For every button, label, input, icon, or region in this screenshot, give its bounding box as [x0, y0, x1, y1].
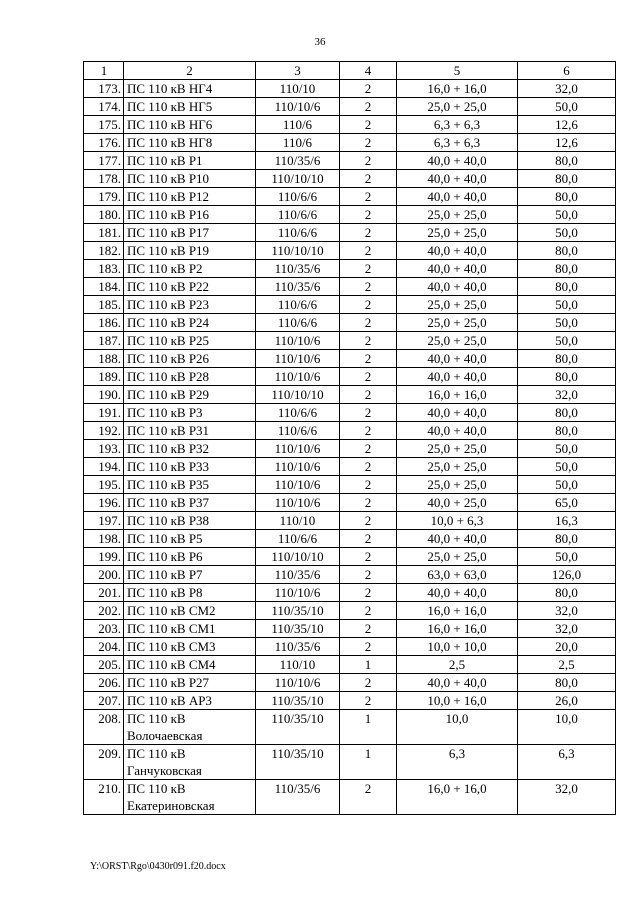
voltage-cell: 110/10/6 — [256, 674, 340, 692]
row-number-cell: 204. — [84, 638, 124, 656]
row-number-cell: 188. — [84, 350, 124, 368]
total-capacity-cell: 80,0 — [518, 170, 616, 188]
table-row — [84, 260, 616, 278]
voltage-cell: 110/6/6 — [256, 404, 340, 422]
capacity-cell: 10,0 + 16,0 — [397, 692, 518, 710]
table-row — [84, 116, 616, 134]
table-row — [84, 98, 616, 116]
substation-name-cell: ПС 110 кВ СМ4 — [124, 656, 256, 674]
transformer-count-cell: 1 — [340, 656, 397, 674]
substation-name-cell: ПС 110 кВ Р1 — [124, 152, 256, 170]
total-capacity-cell: 32,0 — [518, 780, 616, 815]
table-row — [84, 206, 616, 224]
row-number-cell: 185. — [84, 296, 124, 314]
capacity-cell: 40,0 + 40,0 — [397, 188, 518, 206]
transformer-count-cell: 2 — [340, 692, 397, 710]
voltage-cell: 110/35/10 — [256, 745, 340, 780]
table-row — [84, 512, 616, 530]
voltage-cell: 110/10/10 — [256, 386, 340, 404]
voltage-cell: 110/10 — [256, 512, 340, 530]
table-row — [84, 458, 616, 476]
row-number-cell: 192. — [84, 422, 124, 440]
transformer-count-cell: 2 — [340, 332, 397, 350]
capacity-cell: 40,0 + 40,0 — [397, 530, 518, 548]
row-number-cell: 207. — [84, 692, 124, 710]
row-number-cell: 200. — [84, 566, 124, 584]
transformer-count-cell: 2 — [340, 548, 397, 566]
transformer-count-cell: 2 — [340, 314, 397, 332]
total-capacity-cell: 2,5 — [518, 656, 616, 674]
row-number-cell: 183. — [84, 260, 124, 278]
substation-name-cell: ПС 110 кВ НГ8 — [124, 134, 256, 152]
substation-name-cell: ПС 110 кВ НГ4 — [124, 80, 256, 98]
voltage-cell: 110/35/6 — [256, 780, 340, 815]
row-number-cell: 205. — [84, 656, 124, 674]
table-row — [84, 566, 616, 584]
substation-name-cell: ПС 110 кВ Р35 — [124, 476, 256, 494]
total-capacity-cell: 80,0 — [518, 278, 616, 296]
row-number-cell: 173. — [84, 80, 124, 98]
voltage-cell: 110/6/6 — [256, 224, 340, 242]
row-number-cell: 189. — [84, 368, 124, 386]
table-row — [84, 386, 616, 404]
substation-name-cell: ПС 110 кВ Р32 — [124, 440, 256, 458]
capacity-cell: 16,0 + 16,0 — [397, 780, 518, 815]
total-capacity-cell: 32,0 — [518, 602, 616, 620]
capacity-cell: 25,0 + 25,0 — [397, 314, 518, 332]
total-capacity-cell: 50,0 — [518, 458, 616, 476]
total-capacity-cell: 80,0 — [518, 242, 616, 260]
transformer-count-cell: 2 — [340, 152, 397, 170]
capacity-cell: 25,0 + 25,0 — [397, 440, 518, 458]
transformer-count-cell: 2 — [340, 170, 397, 188]
voltage-cell: 110/10 — [256, 80, 340, 98]
capacity-cell: 16,0 + 16,0 — [397, 620, 518, 638]
transformer-count-cell: 2 — [340, 206, 397, 224]
table-row — [84, 494, 616, 512]
total-capacity-cell: 65,0 — [518, 494, 616, 512]
voltage-cell: 110/35/6 — [256, 278, 340, 296]
transformer-count-cell: 2 — [340, 780, 397, 815]
row-number-cell: 177. — [84, 152, 124, 170]
capacity-cell: 40,0 + 40,0 — [397, 422, 518, 440]
substation-name-cell: ПС 110 кВ Р17 — [124, 224, 256, 242]
substation-name-cell: ПС 110 кВ Р24 — [124, 314, 256, 332]
capacity-cell: 10,0 + 6,3 — [397, 512, 518, 530]
transformer-count-cell: 2 — [340, 296, 397, 314]
substation-name-cell: ПС 110 кВ СМ3 — [124, 638, 256, 656]
row-number-cell: 209. — [84, 745, 124, 780]
substation-name-cell: ПС 110 кВ Р25 — [124, 332, 256, 350]
total-capacity-cell: 80,0 — [518, 152, 616, 170]
voltage-cell: 110/6/6 — [256, 314, 340, 332]
capacity-cell: 40,0 + 40,0 — [397, 404, 518, 422]
voltage-cell: 110/6 — [256, 116, 340, 134]
total-capacity-cell: 50,0 — [518, 440, 616, 458]
row-number-cell: 203. — [84, 620, 124, 638]
capacity-cell: 6,3 + 6,3 — [397, 134, 518, 152]
voltage-cell: 110/10/6 — [256, 98, 340, 116]
voltage-cell: 110/35/10 — [256, 692, 340, 710]
voltage-cell: 110/10/10 — [256, 170, 340, 188]
table-row — [84, 440, 616, 458]
transformer-count-cell: 2 — [340, 512, 397, 530]
row-number-cell: 193. — [84, 440, 124, 458]
transformer-count-cell: 2 — [340, 80, 397, 98]
voltage-cell: 110/10/10 — [256, 548, 340, 566]
table-header-row — [84, 62, 616, 80]
table-row — [84, 80, 616, 98]
substation-table — [83, 61, 616, 815]
substation-name-cell: ПС 110 кВ НГ5 — [124, 98, 256, 116]
row-number-cell: 197. — [84, 512, 124, 530]
capacity-cell: 10,0 + 10,0 — [397, 638, 518, 656]
total-capacity-cell: 50,0 — [518, 314, 616, 332]
total-capacity-cell: 12,6 — [518, 134, 616, 152]
table-row — [84, 422, 616, 440]
row-number-cell: 194. — [84, 458, 124, 476]
header-cell: 5 — [397, 62, 518, 80]
total-capacity-cell: 80,0 — [518, 530, 616, 548]
total-capacity-cell: 50,0 — [518, 548, 616, 566]
table-row — [84, 188, 616, 206]
voltage-cell: 110/6/6 — [256, 296, 340, 314]
table-row — [84, 692, 616, 710]
transformer-count-cell: 2 — [340, 404, 397, 422]
voltage-cell: 110/6/6 — [256, 206, 340, 224]
row-number-cell: 178. — [84, 170, 124, 188]
transformer-count-cell: 2 — [340, 674, 397, 692]
total-capacity-cell: 12,6 — [518, 116, 616, 134]
substation-name-cell: ПС 110 кВ Р38 — [124, 512, 256, 530]
transformer-count-cell: 2 — [340, 620, 397, 638]
total-capacity-cell: 32,0 — [518, 80, 616, 98]
row-number-cell: 191. — [84, 404, 124, 422]
substation-name-cell: ПС 110 кВ Р5 — [124, 530, 256, 548]
substation-name-cell: ПС 110 кВ Волочаевская — [124, 710, 256, 745]
capacity-cell: 6,3 — [397, 745, 518, 780]
table-row — [84, 242, 616, 260]
page-number: 36 — [314, 36, 326, 48]
total-capacity-cell: 50,0 — [518, 476, 616, 494]
table-row — [84, 548, 616, 566]
substation-name-cell: ПС 110 кВ Р2 — [124, 260, 256, 278]
transformer-count-cell: 2 — [340, 494, 397, 512]
capacity-cell: 25,0 + 25,0 — [397, 98, 518, 116]
table-row — [84, 278, 616, 296]
total-capacity-cell: 16,3 — [518, 512, 616, 530]
transformer-count-cell: 2 — [340, 260, 397, 278]
capacity-cell: 40,0 + 40,0 — [397, 278, 518, 296]
capacity-cell: 2,5 — [397, 656, 518, 674]
transformer-count-cell: 2 — [340, 98, 397, 116]
table-row — [84, 170, 616, 188]
substation-name-cell: ПС 110 кВ НГ6 — [124, 116, 256, 134]
substation-name-cell: ПС 110 кВ АР3 — [124, 692, 256, 710]
header-cell: 3 — [256, 62, 340, 80]
row-number-cell: 179. — [84, 188, 124, 206]
transformer-count-cell: 2 — [340, 602, 397, 620]
table-row — [84, 656, 616, 674]
total-capacity-cell: 50,0 — [518, 332, 616, 350]
voltage-cell: 110/6/6 — [256, 188, 340, 206]
capacity-cell: 40,0 + 40,0 — [397, 674, 518, 692]
substation-name-cell: ПС 110 кВ Р23 — [124, 296, 256, 314]
table-row — [84, 296, 616, 314]
voltage-cell: 110/10/10 — [256, 242, 340, 260]
transformer-count-cell: 2 — [340, 368, 397, 386]
transformer-count-cell: 2 — [340, 458, 397, 476]
voltage-cell: 110/10/6 — [256, 476, 340, 494]
voltage-cell: 110/6/6 — [256, 530, 340, 548]
row-number-cell: 208. — [84, 710, 124, 745]
transformer-count-cell: 2 — [340, 134, 397, 152]
capacity-cell: 6,3 + 6,3 — [397, 116, 518, 134]
row-number-cell: 198. — [84, 530, 124, 548]
substation-name-cell: ПС 110 кВ Р16 — [124, 206, 256, 224]
voltage-cell: 110/6 — [256, 134, 340, 152]
capacity-cell: 40,0 + 40,0 — [397, 368, 518, 386]
table-row — [84, 638, 616, 656]
row-number-cell: 195. — [84, 476, 124, 494]
row-number-cell: 180. — [84, 206, 124, 224]
voltage-cell: 110/10/6 — [256, 458, 340, 476]
substation-name-cell: ПС 110 кВ Р29 — [124, 386, 256, 404]
table-row — [84, 710, 616, 745]
substation-name-cell: ПС 110 кВ Р10 — [124, 170, 256, 188]
total-capacity-cell: 80,0 — [518, 350, 616, 368]
table-row — [84, 332, 616, 350]
total-capacity-cell: 50,0 — [518, 98, 616, 116]
capacity-cell: 40,0 + 40,0 — [397, 350, 518, 368]
voltage-cell: 110/10/6 — [256, 350, 340, 368]
transformer-count-cell: 2 — [340, 440, 397, 458]
row-number-cell: 190. — [84, 386, 124, 404]
table-row — [84, 584, 616, 602]
table-row — [84, 404, 616, 422]
transformer-count-cell: 2 — [340, 422, 397, 440]
capacity-cell: 25,0 + 25,0 — [397, 296, 518, 314]
transformer-count-cell: 2 — [340, 386, 397, 404]
table-row — [84, 368, 616, 386]
table-row — [84, 224, 616, 242]
capacity-cell: 25,0 + 25,0 — [397, 458, 518, 476]
transformer-count-cell: 2 — [340, 350, 397, 368]
substation-name-cell: ПС 110 кВ Р33 — [124, 458, 256, 476]
total-capacity-cell: 6,3 — [518, 745, 616, 780]
transformer-count-cell: 2 — [340, 116, 397, 134]
total-capacity-cell: 80,0 — [518, 404, 616, 422]
transformer-count-cell: 1 — [340, 745, 397, 780]
voltage-cell: 110/35/10 — [256, 620, 340, 638]
voltage-cell: 110/35/10 — [256, 602, 340, 620]
transformer-count-cell: 2 — [340, 638, 397, 656]
capacity-cell: 16,0 + 16,0 — [397, 80, 518, 98]
capacity-cell: 40,0 + 40,0 — [397, 152, 518, 170]
capacity-cell: 16,0 + 16,0 — [397, 386, 518, 404]
voltage-cell: 110/10/6 — [256, 440, 340, 458]
voltage-cell: 110/35/6 — [256, 260, 340, 278]
substation-name-cell: ПС 110 кВ Р8 — [124, 584, 256, 602]
file-path-footer: Y:\ORST\Rgo\0430r091.f20.docx — [90, 861, 226, 872]
substation-name-cell: ПС 110 кВ Р22 — [124, 278, 256, 296]
table-row — [84, 476, 616, 494]
total-capacity-cell: 80,0 — [518, 260, 616, 278]
table-row — [84, 134, 616, 152]
capacity-cell: 40,0 + 40,0 — [397, 170, 518, 188]
capacity-cell: 25,0 + 25,0 — [397, 548, 518, 566]
total-capacity-cell: 50,0 — [518, 296, 616, 314]
capacity-cell: 25,0 + 25,0 — [397, 332, 518, 350]
transformer-count-cell: 2 — [340, 584, 397, 602]
voltage-cell: 110/10/6 — [256, 584, 340, 602]
transformer-count-cell: 2 — [340, 530, 397, 548]
voltage-cell: 110/6/6 — [256, 422, 340, 440]
transformer-count-cell: 2 — [340, 242, 397, 260]
total-capacity-cell: 80,0 — [518, 422, 616, 440]
row-number-cell: 181. — [84, 224, 124, 242]
capacity-cell: 40,0 + 25,0 — [397, 494, 518, 512]
substation-name-cell: ПС 110 кВ Р26 — [124, 350, 256, 368]
total-capacity-cell: 20,0 — [518, 638, 616, 656]
table-row — [84, 620, 616, 638]
transformer-count-cell: 1 — [340, 710, 397, 745]
row-number-cell: 196. — [84, 494, 124, 512]
total-capacity-cell: 50,0 — [518, 224, 616, 242]
capacity-cell: 40,0 + 40,0 — [397, 242, 518, 260]
row-number-cell: 202. — [84, 602, 124, 620]
substation-name-cell: ПС 110 кВ СМ2 — [124, 602, 256, 620]
substation-name-cell: ПС 110 кВ Р37 — [124, 494, 256, 512]
row-number-cell: 206. — [84, 674, 124, 692]
table-row — [84, 674, 616, 692]
table-row — [84, 745, 616, 780]
header-cell: 2 — [124, 62, 256, 80]
voltage-cell: 110/35/6 — [256, 566, 340, 584]
row-number-cell: 199. — [84, 548, 124, 566]
row-number-cell: 175. — [84, 116, 124, 134]
capacity-cell: 25,0 + 25,0 — [397, 224, 518, 242]
row-number-cell: 201. — [84, 584, 124, 602]
substation-name-cell: ПС 110 кВ Р6 — [124, 548, 256, 566]
row-number-cell: 184. — [84, 278, 124, 296]
capacity-cell: 25,0 + 25,0 — [397, 476, 518, 494]
total-capacity-cell: 126,0 — [518, 566, 616, 584]
substation-name-cell: ПС 110 кВ Р28 — [124, 368, 256, 386]
table-row — [84, 780, 616, 815]
total-capacity-cell: 50,0 — [518, 206, 616, 224]
total-capacity-cell: 80,0 — [518, 674, 616, 692]
total-capacity-cell: 80,0 — [518, 368, 616, 386]
header-cell: 6 — [518, 62, 616, 80]
capacity-cell: 10,0 — [397, 710, 518, 745]
voltage-cell: 110/35/6 — [256, 638, 340, 656]
voltage-cell: 110/35/10 — [256, 710, 340, 745]
row-number-cell: 186. — [84, 314, 124, 332]
transformer-count-cell: 2 — [340, 224, 397, 242]
voltage-cell: 110/10/6 — [256, 368, 340, 386]
substation-name-cell: ПС 110 кВ Р3 — [124, 404, 256, 422]
transformer-count-cell: 2 — [340, 278, 397, 296]
row-number-cell: 182. — [84, 242, 124, 260]
table-row — [84, 350, 616, 368]
row-number-cell: 210. — [84, 780, 124, 815]
header-cell: 4 — [340, 62, 397, 80]
total-capacity-cell: 26,0 — [518, 692, 616, 710]
substation-name-cell: ПС 110 кВ Р19 — [124, 242, 256, 260]
table-row — [84, 314, 616, 332]
row-number-cell: 176. — [84, 134, 124, 152]
substation-name-cell: ПС 110 кВ Ганчуковская — [124, 745, 256, 780]
table-row — [84, 152, 616, 170]
capacity-cell: 63,0 + 63,0 — [397, 566, 518, 584]
total-capacity-cell: 80,0 — [518, 584, 616, 602]
substation-name-cell: ПС 110 кВ Р27 — [124, 674, 256, 692]
capacity-cell: 25,0 + 25,0 — [397, 206, 518, 224]
total-capacity-cell: 80,0 — [518, 188, 616, 206]
voltage-cell: 110/10 — [256, 656, 340, 674]
transformer-count-cell: 2 — [340, 188, 397, 206]
capacity-cell: 40,0 + 40,0 — [397, 584, 518, 602]
voltage-cell: 110/35/6 — [256, 152, 340, 170]
table-row — [84, 602, 616, 620]
substation-name-cell: ПС 110 кВ Р12 — [124, 188, 256, 206]
transformer-count-cell: 2 — [340, 476, 397, 494]
substation-name-cell: ПС 110 кВ СМ1 — [124, 620, 256, 638]
total-capacity-cell: 32,0 — [518, 386, 616, 404]
header-cell: 1 — [84, 62, 124, 80]
capacity-cell: 16,0 + 16,0 — [397, 602, 518, 620]
transformer-count-cell: 2 — [340, 566, 397, 584]
substation-name-cell: ПС 110 кВ Р31 — [124, 422, 256, 440]
total-capacity-cell: 32,0 — [518, 620, 616, 638]
substation-name-cell: ПС 110 кВ Р7 — [124, 566, 256, 584]
voltage-cell: 110/10/6 — [256, 332, 340, 350]
row-number-cell: 174. — [84, 98, 124, 116]
capacity-cell: 40,0 + 40,0 — [397, 260, 518, 278]
substation-name-cell: ПС 110 кВ Екатериновская — [124, 780, 256, 815]
total-capacity-cell: 10,0 — [518, 710, 616, 745]
row-number-cell: 187. — [84, 332, 124, 350]
table-row — [84, 530, 616, 548]
voltage-cell: 110/10/6 — [256, 494, 340, 512]
